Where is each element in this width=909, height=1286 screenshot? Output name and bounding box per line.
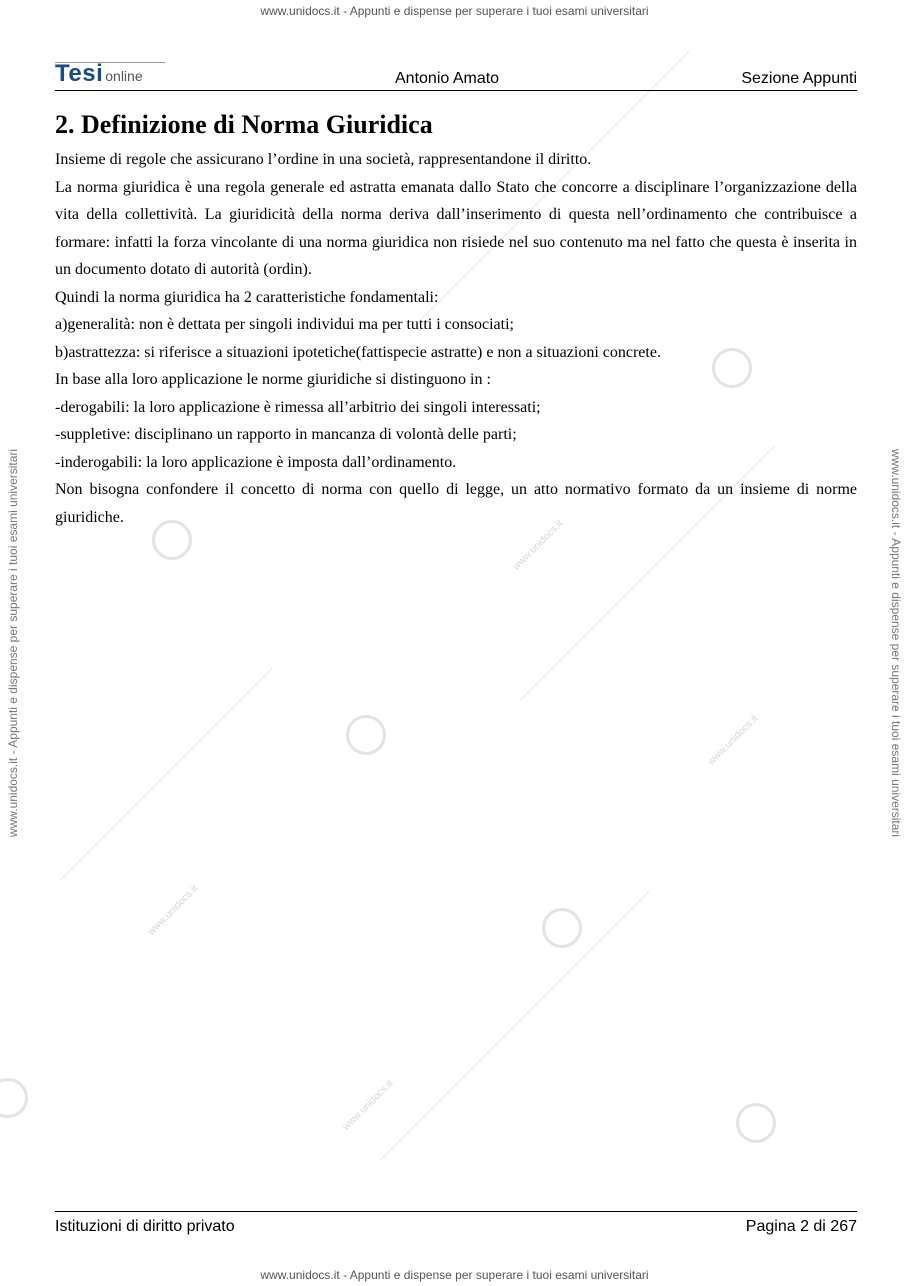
- logo-main-text: Tesi: [55, 60, 104, 87]
- list-item-abstraction: b)astrattezza: si riferisce a situazioni ipotetiche(fattispecie astratte) e non a situazioni concrete.: [55, 343, 661, 361]
- watermark-ghost-text: www.unidocs.it: [145, 883, 201, 938]
- watermark-ghost-text: www.unidocs.it: [340, 1078, 396, 1133]
- watermark-right: www.unidocs.it - Appunti e dispense per superare i tuoi esami universitari: [889, 448, 903, 838]
- section-label: Sezione Appunti: [741, 70, 857, 87]
- page-footer: [55, 1211, 857, 1240]
- watermark-bottom: www.unidocs.it - Appunti e dispense per superare i tuoi esami universitari: [260, 1268, 649, 1282]
- watermark-line: [60, 668, 273, 881]
- watermark-ghost-text: www.unidocs.it: [510, 518, 566, 573]
- list-item-derogabili: -derogabili: la loro applicazione è rimessa all’arbitrio dei singoli interessati;: [55, 398, 541, 416]
- watermark-logo-icon: [0, 1078, 28, 1118]
- page-number: Pagina 2 di 267: [745, 1218, 857, 1235]
- author-name: Antonio Amato: [395, 70, 500, 87]
- list-item-generality: a)generalità: non è dettata per singoli individui ma per tutti i consociati;: [55, 316, 514, 333]
- paragraph-intro: Insieme di regole che assicurano l’ordine in una società, rappresentandone il diritto.: [55, 151, 592, 168]
- paragraph-characteristics: Quindi la norma giuridica ha 2 caratteristiche fondamentali:: [55, 288, 439, 306]
- course-title: Istituzioni di diritto privato: [55, 1218, 235, 1235]
- logo-sub-text: online: [105, 68, 143, 84]
- list-item-inderogabili: -inderogabili: la loro applicazione è imposta dall’ordinamento.: [55, 453, 457, 471]
- paragraph-conclusion: Non bisogna confondere il concetto di norma con quello di legge, un atto normativo formato da un insieme di norme giuridiche.: [55, 481, 857, 526]
- watermark-logo-icon: [542, 908, 582, 948]
- section-title: 2. Definizione di Norma Giuridica: [55, 110, 433, 139]
- watermark-top: www.unidocs.it - Appunti e dispense per superare i tuoi esami universitari: [260, 4, 649, 18]
- tesionline-logo: [55, 60, 143, 88]
- watermark-logo-icon: [346, 715, 386, 755]
- document-body: [55, 108, 857, 531]
- watermark-ghost-text: www.unidocs.it: [705, 713, 761, 768]
- paragraph-definition: La norma giuridica è una regola generale ed astratta emanata dallo Stato che concorre a disciplinare l’organizzazione della vita della collettività. La giuridicità della norma deriva dall’inserimento di questa nell’ordinamento che contribuisce a formare: infatti la forza vincolante di una norma giuridica non risiede nel suo contenuto ma nel fatto che questa è inserita in un documento dotato di autorità (ordin).: [55, 178, 857, 278]
- list-item-suppletive: -suppletive: disciplinano un rapporto in mancanza di volontà delle parti;: [55, 426, 517, 443]
- watermark-line: [380, 891, 649, 1160]
- watermark-logo-icon: [736, 1103, 776, 1143]
- page-header: [55, 58, 857, 91]
- paragraph-classification: In base alla loro applicazione le norme giuridiche si distinguono in :: [55, 371, 491, 388]
- watermark-left: www.unidocs.it - Appunti e dispense per superare i tuoi esami universitari: [6, 448, 20, 838]
